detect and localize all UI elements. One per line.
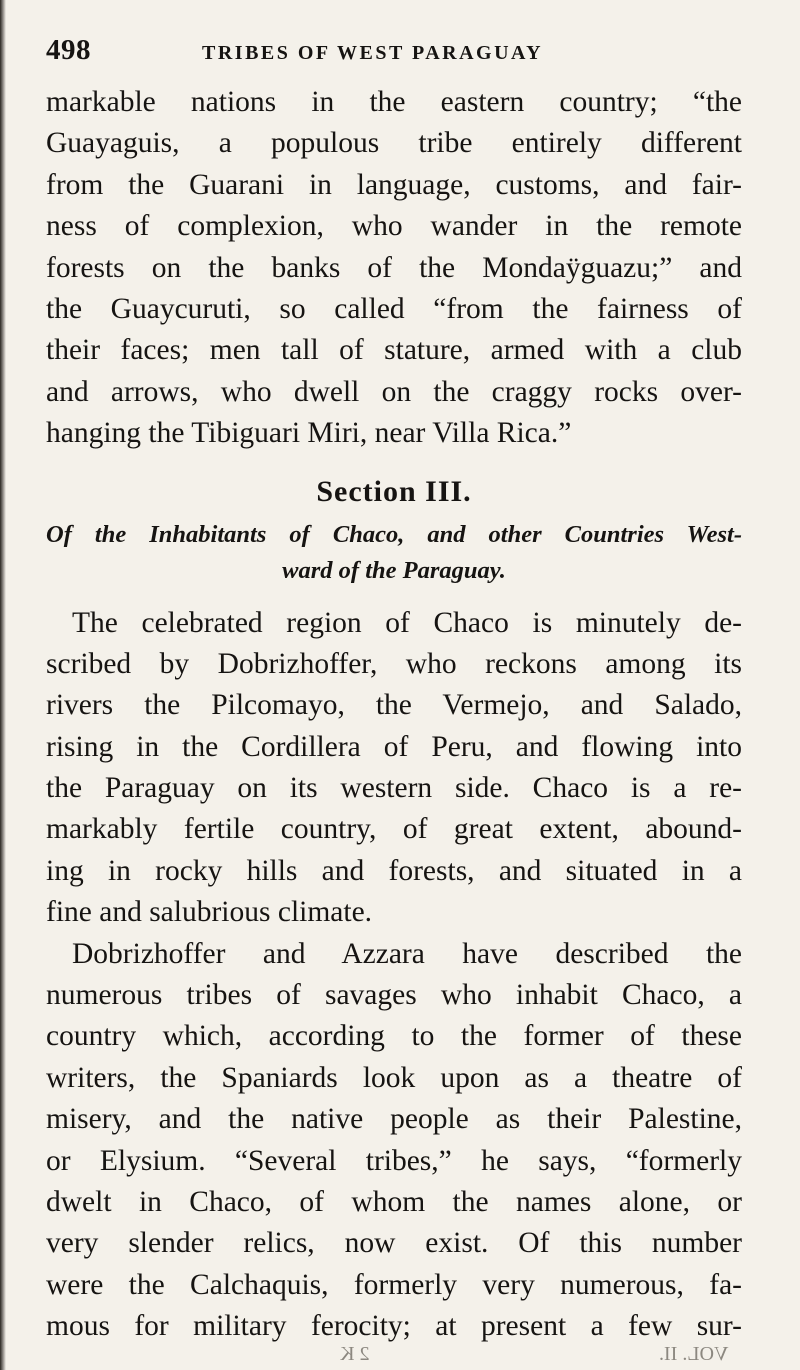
text-line: markable nations in the eastern country; “the [46,86,742,118]
volume-mark: VOL. II. [658,1343,728,1365]
text-line: Dobrizhoffer and Azzara have described the [72,937,742,970]
page-header [46,34,742,76]
signature-mark: 2 K [340,1343,370,1365]
text-line: ing in rocky hills and forests, and situated in a [46,854,742,887]
text-line: mous for military ferocity; at present a few sur- [46,1310,742,1343]
text-line: country which, according to the former of these [46,1020,742,1053]
text-line: their faces; men tall of stature, armed with a club [46,334,742,367]
text-line: The celebrated region of Chaco is minutely de- [72,606,742,639]
text-line: dwelt in Chaco, of whom the names alone, or [46,1185,742,1218]
paragraph-tribes [46,934,742,1348]
page-gutter-shadow [0,0,6,1370]
text-line: from the Guarani in language, customs, and fair- [46,168,742,201]
text-line: misery, and the native people as their Palestine, [46,1103,742,1136]
text-line: the Paraguay on its western side. Chaco is a re- [46,772,742,805]
text-line: Guayaguis, a populous tribe entirely different [46,127,742,160]
section-heading: Section III. [316,474,472,508]
text-line: forests on the banks of the Mondaÿguazu;” and [46,251,742,284]
section-subtitle [46,517,742,589]
text-line: hanging the Tibiguari Miri, near Villa Rica.” [46,417,572,450]
text-line: fine and salubrious climate. [46,896,373,929]
text-line: writers, the Spaniards look upon as a theatre of [46,1061,742,1094]
text-line: or Elysium. “Several tribes,” he says, “formerly [46,1144,742,1177]
text-line: and arrows, who dwell on the craggy rocks over- [46,375,742,408]
text-line: markably fertile country, of great extent, abound- [46,813,742,846]
running-head: TRIBES OF WEST PARAGUAY [202,42,544,64]
text-line: rising in the Cordillera of Peru, and flowing into [46,730,742,763]
text-line: scribed by Dobrizhoffer, who reckons among its [46,647,742,680]
text-line: the Guaycuruti, so called “from the fairness of [46,292,742,325]
text-line: very slender relics, now exist. Of this number [46,1227,742,1260]
subtitle-line: ward of the Paraguay. [282,556,506,584]
text-line: were the Calchaquis, formerly very numerous, fa- [46,1268,742,1301]
page-number: 498 [46,34,91,66]
continued-paragraph [46,82,742,455]
text-line: numerous tribes of savages who inhabit Chaco, a [46,979,742,1012]
paragraph-chaco [46,603,742,934]
page-footer [0,1320,800,1370]
text-line: ness of complexion, who wander in the remote [46,210,742,243]
text-line: rivers the Pilcomayo, the Vermejo, and Salado, [46,689,742,722]
subtitle-line: Of the Inhabitants of Chaco, and other Countries West- [46,520,742,548]
